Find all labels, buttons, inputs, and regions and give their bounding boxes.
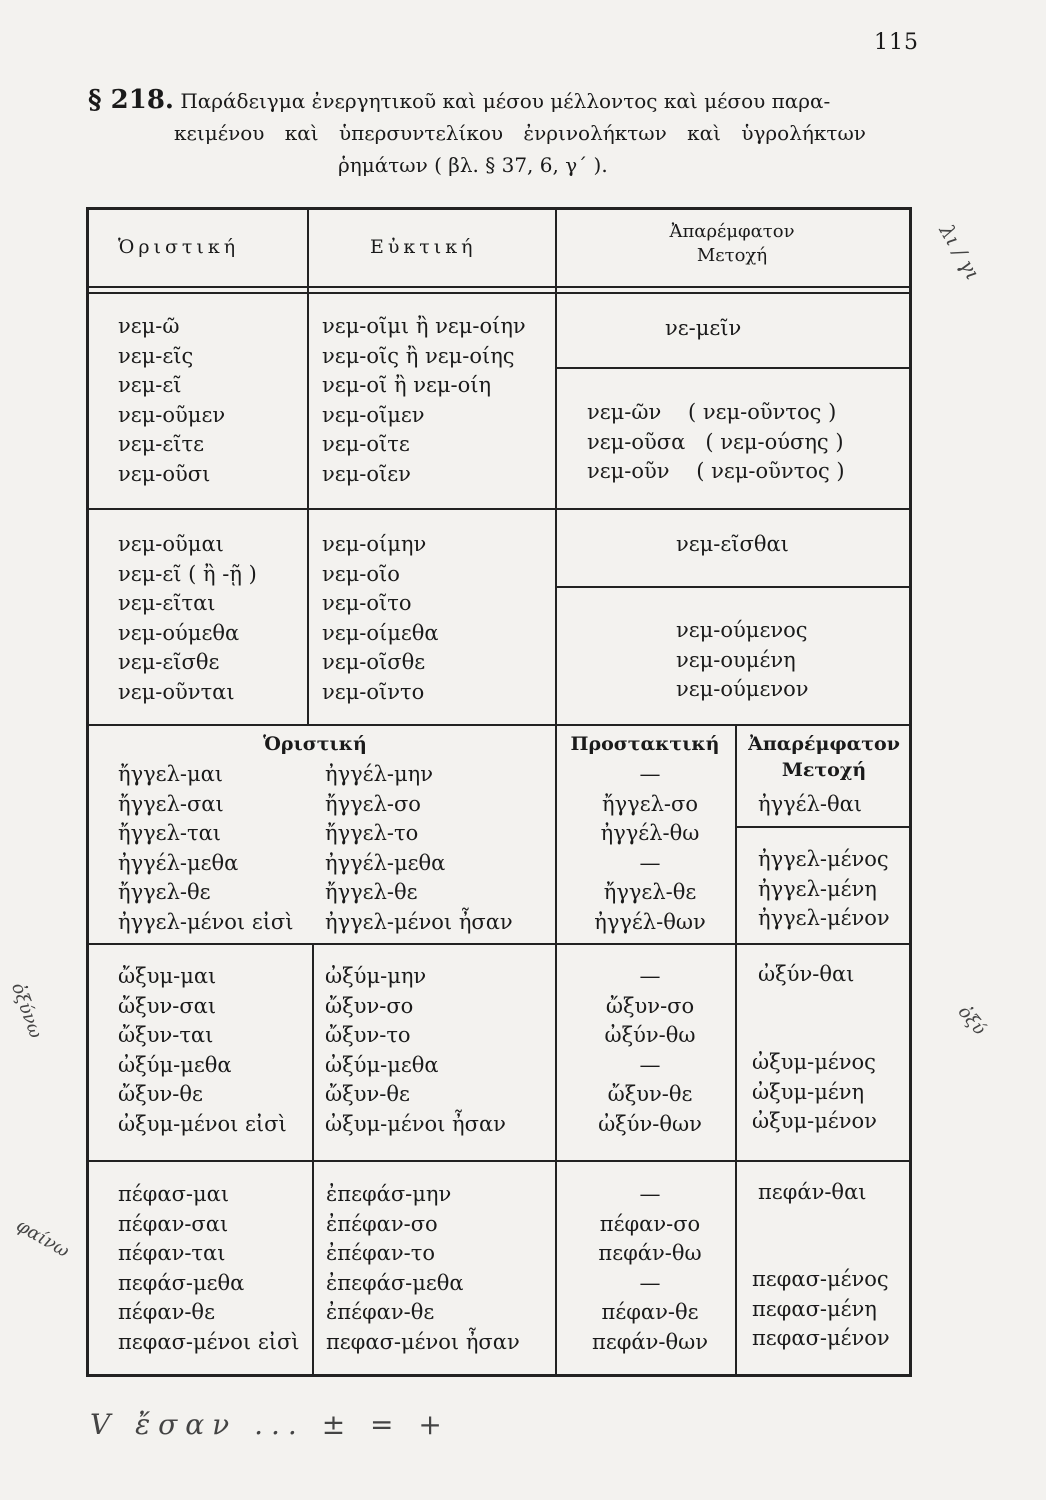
inf-part-divider: [555, 367, 912, 369]
future-active-optative: νεμ-οῖμι ἢ νεμ-οίην νεμ-οῖς ἢ νεμ-οίης νεμ-οῖ ἢ νεμ-οίη νεμ-οῖμεν νεμ-οῖτε νεμ-οῖεν: [322, 314, 526, 486]
col-divider: [555, 207, 557, 724]
inf-part-divider: [735, 826, 912, 828]
oxyn-participle: ὠξυμ-μένος ὠξυμ-μένη ὠξυμ-μένον: [752, 1050, 877, 1133]
subheader-infinitive: Ἀπαρέμφατον: [748, 733, 900, 755]
col-divider: [312, 943, 314, 1377]
section-title-line1: Παράδειγμα ἐνεργητικοῦ καὶ μέσου μέλλοντος καὶ μέσου παρα-: [180, 89, 831, 113]
subheader-infinitive-participle: [738, 731, 910, 783]
header-indicative: Ὁριστική: [118, 236, 240, 258]
subheader-participle: Μετοχή: [781, 759, 867, 781]
handwritten-note-left-mid: ὀξύνω: [6, 979, 47, 1042]
section-heading: [88, 84, 928, 181]
page-number: 115: [874, 30, 919, 55]
oxyn-pluperfect: ὠξύμ-μην ὤξυν-σο ὤξυν-το ὠξύμ-μεθα ὤξυν-θε ὠξυμ-μένοι ἦσαν: [325, 964, 506, 1136]
col-divider: [555, 724, 557, 1377]
row-divider: [86, 508, 912, 510]
angel-infinitive: ἠγγέλ-θαι: [758, 792, 863, 816]
oxyn-perfect: ὤξυμ-μαι ὤξυν-σαι ὤξυν-ται ὠξύμ-μεθα ὤξυν-θε ὠξυμ-μένοι εἰσὶ: [118, 964, 287, 1136]
handwritten-note-right-top: λι / γι: [934, 220, 986, 284]
pefan-infinitive: πεφάν-θαι: [758, 1180, 867, 1204]
header-infinitive-participle: [622, 220, 842, 268]
section-number: § 218.: [88, 85, 174, 115]
future-active-infinitive: νε-μεῖν: [665, 316, 742, 340]
handwritten-note-right-mid: ὀξύ: [953, 1001, 991, 1040]
section-title-line3: ῥημάτων ( βλ. § 37, 6, γ΄ ).: [338, 153, 608, 177]
future-active-participle: νεμ-ῶν ( νεμ-οῦντος ) νεμ-οῦσα ( νεμ-ούσης ) νεμ-οῦν ( νεμ-οῦντος ): [587, 400, 845, 483]
header-infinitive: Ἀπαρέμφατον: [669, 221, 795, 242]
future-middle-participle: νεμ-ούμενος νεμ-ουμένη νεμ-ούμενον: [676, 618, 809, 701]
angel-perfect: ἤγγελ-μαι ἤγγελ-σαι ἤγγελ-ται ἠγγέλ-μεθα ἤγγελ-θε ἠγγελ-μένοι εἰσὶ: [118, 762, 294, 934]
angel-participle: ἠγγελ-μένος ἠγγελ-μένη ἠγγελ-μένον: [758, 847, 890, 930]
oxyn-imperative: — ὤξυν-σο ὠξύν-θω — ὤξυν-θε ὠξύν-θων: [598, 964, 702, 1136]
header-optative: Εὐκτική: [370, 236, 477, 258]
col-divider: [307, 207, 309, 724]
header-participle: Μετοχή: [696, 245, 768, 266]
section-title-line2: κειμένου καὶ ὑπερσυντελίκου ἐνρινολήκτων καὶ ὑγρολήκτων: [174, 121, 866, 145]
pefan-participle: πεφασ-μένος πεφασ-μένη πεφασ-μένον: [752, 1267, 890, 1350]
pefan-imperative: — πέφαν-σο πεφάν-θω — πέφαν-θε πεφάν-θων: [592, 1182, 708, 1354]
oxyn-infinitive: ὠξύν-θαι: [758, 962, 855, 986]
angel-imperative: — ἤγγελ-σο ἠγγέλ-θω — ἤγγελ-θε ἠγγέλ-θων: [594, 762, 706, 934]
row-divider: [86, 724, 912, 726]
row-divider: [86, 943, 912, 945]
pefan-perfect: πέφασ-μαι πέφαν-σαι πέφαν-ται πεφάσ-μεθα πέφαν-θε πεφασ-μένοι εἰσὶ: [118, 1182, 300, 1354]
subheader-indicative: Ὁριστική: [263, 733, 367, 755]
handwritten-note-bottom: V ἔσαν ... ± = +: [90, 1408, 450, 1441]
future-active-indicative: νεμ-ῶ νεμ-εῖς νεμ-εῖ νεμ-οῦμεν νεμ-εῖτε νεμ-οῦσι: [118, 314, 226, 486]
header-rule-double: [86, 292, 912, 294]
pefan-pluperfect: ἐπεφάσ-μην ἐπέφαν-σο ἐπέφαν-το ἐπεφάσ-μεθα ἐπέφαν-θε πεφασ-μένοι ἦσαν: [326, 1182, 520, 1354]
col-divider: [735, 724, 737, 1377]
header-rule: [86, 286, 912, 288]
future-middle-infinitive: νεμ-εῖσθαι: [676, 532, 789, 556]
handwritten-note-left-bottom: φαίνω: [12, 1215, 73, 1262]
future-middle-optative: νεμ-οίμην νεμ-οῖο νεμ-οῖτο νεμ-οίμεθα νεμ-οῖσθε νεμ-οῖντο: [322, 532, 439, 704]
future-middle-indicative: νεμ-οῦμαι νεμ-εῖ ( ἢ -ῇ ) νεμ-εῖται νεμ-ούμεθα νεμ-εῖσθε νεμ-οῦνται: [118, 532, 257, 704]
subheader-imperative: Προστακτική: [570, 733, 720, 755]
inf-part-divider: [555, 586, 912, 588]
angel-pluperfect: ἠγγέλ-μην ἤγγελ-σο ἤγγελ-το ἠγγέλ-μεθα ἤγγελ-θε ἠγγελ-μένοι ἦσαν: [325, 762, 513, 934]
row-divider: [86, 1160, 912, 1162]
